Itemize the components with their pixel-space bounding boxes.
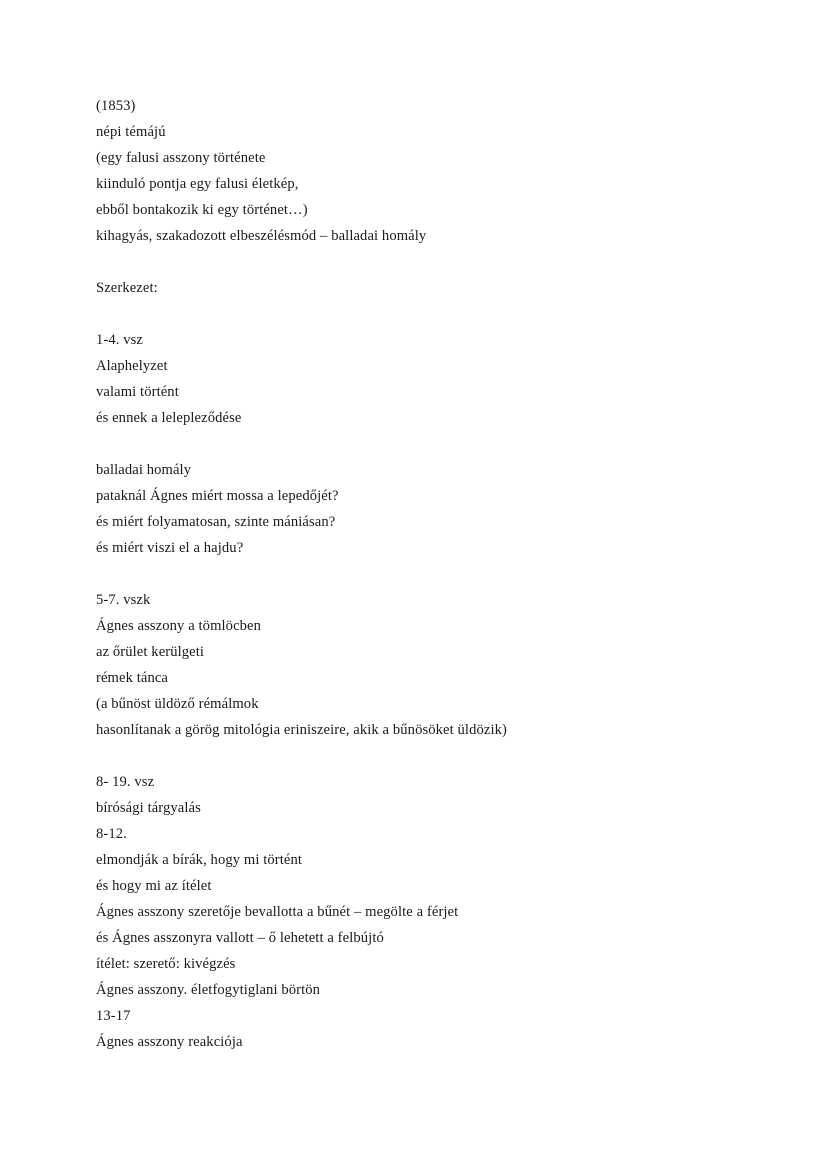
text-line: kiinduló pontja egy falusi életkép,: [96, 176, 299, 192]
text-line: pataknál Ágnes miért mossa a lepedőjét?: [96, 488, 339, 504]
text-line: bírósági tárgyalás: [96, 800, 201, 816]
text-line: balladai homály: [96, 462, 192, 478]
structure-heading-block: [96, 275, 756, 301]
text-line: 8- 19. vsz: [96, 774, 155, 790]
text-line: ebből bontakozik ki egy történet…): [96, 202, 308, 218]
text-line: és hogy mi az ítélet: [96, 878, 212, 894]
text-line: rémek tánca: [96, 670, 168, 686]
text-line: hasonlítanak a görög mitológia eriniszeire, akik a bűnösöket üldözik): [96, 722, 507, 738]
text-line: elmondják a bírák, hogy mi történt: [96, 852, 303, 868]
intro-block: [96, 93, 756, 249]
stanzas-5-7-block: [96, 587, 756, 743]
text-line: 1-4. vsz: [96, 332, 144, 348]
text-line: népi témájú: [96, 124, 166, 140]
stanzas-8-19-block: [96, 769, 756, 1055]
document-text-body: [96, 93, 756, 1055]
text-line: Szerkezet:: [96, 280, 158, 296]
text-line: ítélet: szerető: kivégzés: [96, 956, 236, 972]
text-line: (egy falusi asszony története: [96, 150, 266, 166]
balladai-homaly-block: [96, 457, 756, 561]
text-line: az őrület kerülgeti: [96, 644, 205, 660]
text-line: (a bűnöst üldöző rémálmok: [96, 696, 259, 712]
text-line: és miért folyamatosan, szinte mániásan?: [96, 514, 336, 530]
text-line: Ágnes asszony reakciója: [96, 1034, 243, 1050]
text-line: valami történt: [96, 384, 179, 400]
text-line: (1853): [96, 98, 136, 114]
stanzas-1-4-block: [96, 327, 756, 431]
text-line: 8-12.: [96, 826, 127, 842]
text-line: és miért viszi el a hajdu?: [96, 540, 244, 556]
text-line: Ágnes asszony szeretője bevallotta a bűnét – megölte a férjet: [96, 904, 459, 920]
text-line: 5-7. vszk: [96, 592, 151, 608]
text-line: és ennek a lelepleződése: [96, 410, 242, 426]
text-line: 13-17: [96, 1008, 131, 1024]
text-line: Alaphelyzet: [96, 358, 168, 374]
text-line: Ágnes asszony. életfogytiglani börtön: [96, 982, 321, 998]
text-line: és Ágnes asszonyra vallott – ő lehetett a felbújtó: [96, 930, 384, 946]
text-line: kihagyás, szakadozott elbeszélésmód – balladai homály: [96, 228, 427, 244]
text-line: Ágnes asszony a tömlöcben: [96, 618, 262, 634]
